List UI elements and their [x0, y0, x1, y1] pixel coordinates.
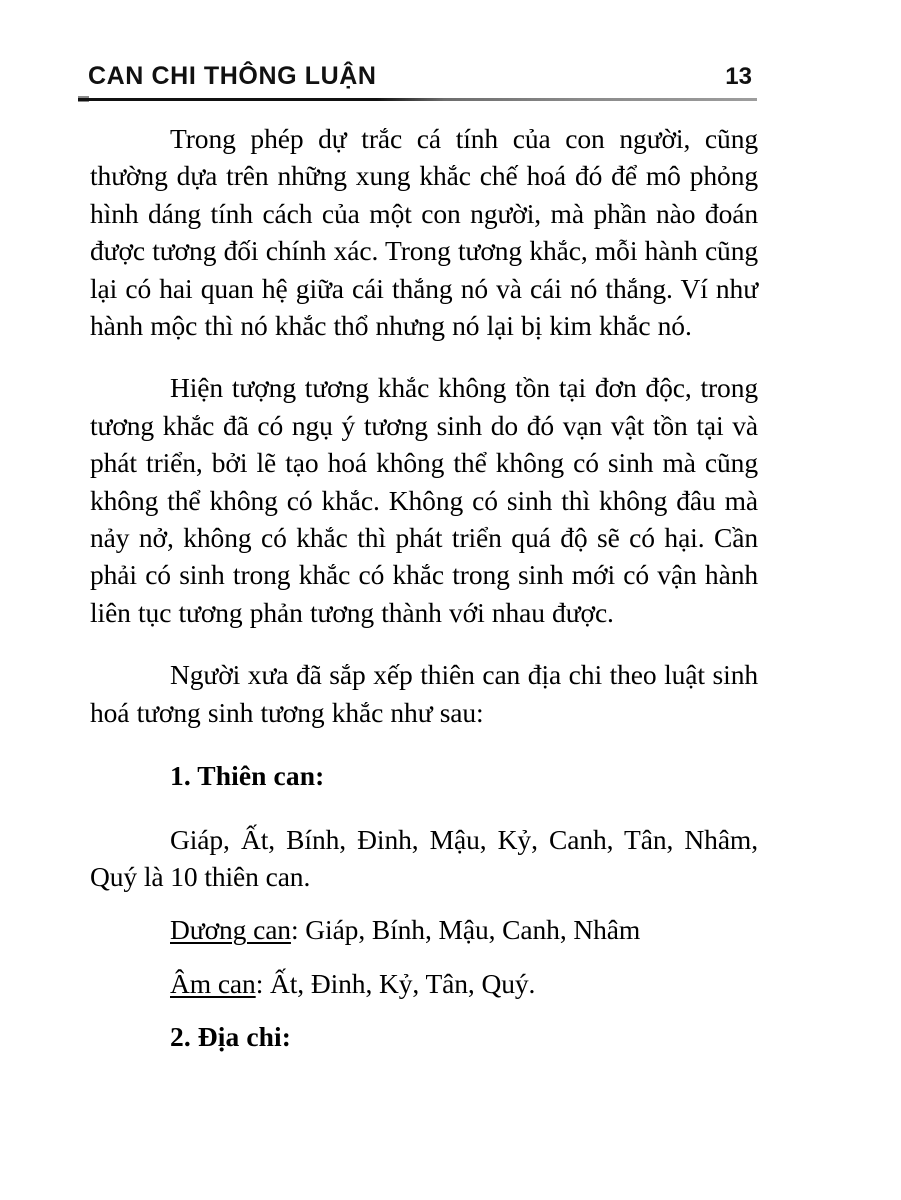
section-heading-thien-can: 1. Thiên can:: [170, 760, 325, 792]
paragraph-3: Người xưa đã sắp xếp thiên can địa chi theo luật sinh hoá tương sinh tương khắc như sau:: [90, 659, 758, 728]
duong-can-line: [90, 911, 758, 948]
paragraph-2: Hiện tượng tương khắc không tồn tại đơn độc, trong tương khắc đã có ngụ ý tương sinh do đó vạn vật tồn tại và phát triển, bởi lẽ tạo hoá không thể không có sinh mà cũng không thể không có khắc. Không có sinh thì không đâu mà nảy nở, không có khắc thì phát triển quá độ sẽ có hại. Cần phải có sinh trong khắc có khắc trong sinh mới có vận hành liên tục tương phản tương thành với nhau được.: [90, 372, 758, 628]
page-number: 13: [725, 63, 752, 90]
section-heading-dia-chi: 2. Địa chi:: [170, 1021, 292, 1053]
list-gap: [90, 895, 758, 911]
paragraph-1: Trong phép dự trắc cá tính của con người, cũng thường dựa trên những xung khắc chế hoá đó để mô phỏng hình dáng tính cách của một con người, mà phần nào đoán được tương đối chính xác. Trong tương khắc, mỗi hành cũng lại có hai quan hệ giữa cái thắng nó và cái nó thắng. Ví như hành mộc thì nó khắc thổ nhưng nó lại bị kim khắc nó.: [90, 123, 758, 342]
section-gap: [90, 731, 758, 757]
header-rule: [78, 98, 757, 101]
duong-can-values: : Giáp, Bính, Mậu, Canh, Nhâm: [290, 914, 641, 946]
page-header: [88, 62, 756, 96]
section-gap: [90, 795, 758, 821]
paragraph-gap: [90, 344, 758, 369]
duong-can-label: Dương can: [170, 914, 291, 946]
am-can-values: : Ất, Đinh, Kỷ, Tân, Quý.: [255, 967, 536, 999]
thien-can-list: Giáp, Ất, Bính, Đinh, Mậu, Kỷ, Canh, Tân, Nhâm, Quý là 10 thiên can.: [90, 823, 758, 892]
am-can-line: [90, 965, 758, 1002]
body-text-block: [90, 120, 758, 1056]
header-title: CAN CHI THÔNG LUẬN: [88, 62, 377, 90]
section-gap: [90, 1002, 758, 1018]
list-gap: [90, 949, 758, 965]
am-can-label: Âm can: [170, 967, 256, 999]
paragraph-gap: [90, 631, 758, 656]
